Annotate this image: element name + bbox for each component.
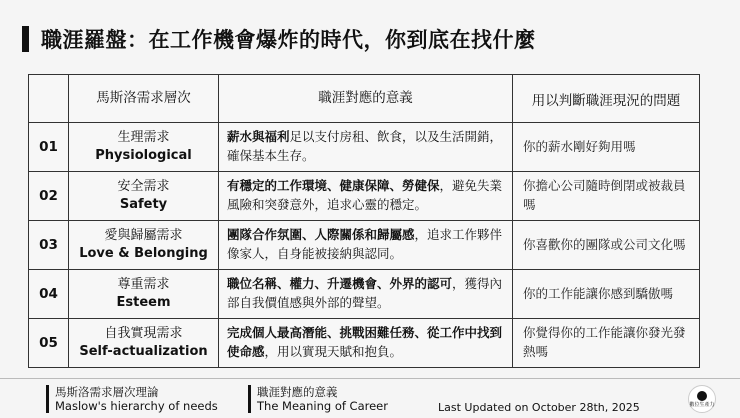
question-cell: 你覺得你的工作能讓你發光發熱嗎 — [513, 319, 700, 368]
footer — [0, 378, 740, 418]
table-row — [29, 270, 700, 319]
footer-career-zh: 職涯對應的意義 — [257, 385, 338, 399]
maslow-level-cell — [69, 123, 219, 172]
level-zh: 生理需求 — [117, 129, 170, 145]
row-number: 02 — [29, 172, 69, 221]
brand-logo — [688, 385, 716, 413]
career-meaning-cell — [219, 172, 513, 221]
footer-career-label — [248, 385, 388, 414]
maslow-career-table — [28, 74, 700, 368]
footer-career-en: The Meaning of Career — [257, 399, 388, 414]
footer-accent-bar — [46, 385, 49, 413]
level-zh: 自我實現需求 — [104, 325, 183, 341]
row-number: 03 — [29, 221, 69, 270]
table-row — [29, 172, 700, 221]
meaning-highlight: 團隊合作氛圍、人際關係和歸屬感 — [227, 227, 415, 243]
career-meaning-cell — [219, 123, 513, 172]
table-row — [29, 123, 700, 172]
header-number — [29, 75, 69, 123]
title-accent-bar — [22, 26, 29, 52]
page-header — [22, 24, 536, 54]
maslow-level-cell — [69, 319, 219, 368]
level-en: Safety — [119, 197, 168, 212]
header-maslow-level: 馬斯洛需求層次 — [69, 75, 219, 123]
table-header-row — [29, 75, 700, 123]
meaning-highlight: 完成個人最高潛能、挑戰困難任務、從工作中找到使命感 — [227, 325, 503, 359]
question-cell: 你喜歡你的團隊或公司文化嗎 — [513, 221, 700, 270]
footer-accent-bar — [248, 385, 251, 413]
page-title: 職涯羅盤：在工作機會爆炸的時代，你到底在找什麼 — [41, 28, 536, 52]
level-en: Physiological — [95, 148, 192, 163]
meaning-highlight: 薪水與福利 — [227, 129, 290, 145]
career-meaning-cell — [219, 221, 513, 270]
meaning-text: ，避免失業風險和突發意外，追求心靈的穩定。 — [227, 178, 503, 212]
career-meaning-cell — [219, 270, 513, 319]
last-updated-text: Last Updated on October 28th, 2025 — [438, 401, 640, 414]
header-career-meaning: 職涯對應的意義 — [219, 75, 513, 123]
level-en: Love & Belonging — [79, 246, 208, 261]
question-cell: 你的薪水剛好夠用嗎 — [513, 123, 700, 172]
maslow-level-cell — [69, 172, 219, 221]
footer-theory-zh: 馬斯洛需求層次理論 — [55, 385, 159, 399]
logo-icon — [697, 391, 707, 401]
meaning-text: ，追求工作夥伴像家人，自身能被接納與認同。 — [227, 227, 503, 261]
career-meaning-cell — [219, 319, 513, 368]
header-question: 用以判斷職涯現況的問題 — [513, 75, 700, 123]
level-zh: 愛與歸屬需求 — [104, 227, 183, 243]
logo-text: 數位生產力 — [689, 401, 715, 408]
maslow-level-cell — [69, 270, 219, 319]
table-row — [29, 319, 700, 368]
question-cell: 你擔心公司隨時倒閉或被裁員嗎 — [513, 172, 700, 221]
meaning-text: 足以支付房租、飲食，以及生活開銷，確保基本生存。 — [227, 129, 503, 163]
question-cell: 你的工作能讓你感到驕傲嗎 — [513, 270, 700, 319]
maslow-level-cell — [69, 221, 219, 270]
row-number: 05 — [29, 319, 69, 368]
meaning-text: ，獲得內部自我價值感與外部的聲望。 — [227, 276, 503, 310]
level-en: Esteem — [116, 295, 171, 310]
meaning-highlight: 有穩定的工作環境、健康保障、勞健保 — [227, 178, 440, 194]
level-en: Self-actualization — [79, 344, 208, 359]
meaning-highlight: 職位名稱、權力、升遷機會、外界的認可 — [227, 276, 453, 292]
footer-theory-label — [46, 385, 218, 414]
row-number: 04 — [29, 270, 69, 319]
row-number: 01 — [29, 123, 69, 172]
level-zh: 安全需求 — [117, 178, 170, 194]
meaning-text: ，用以實現天賦和抱負。 — [264, 344, 403, 359]
level-zh: 尊重需求 — [117, 276, 170, 292]
footer-theory-en: Maslow's hierarchy of needs — [55, 399, 218, 414]
table-row — [29, 221, 700, 270]
